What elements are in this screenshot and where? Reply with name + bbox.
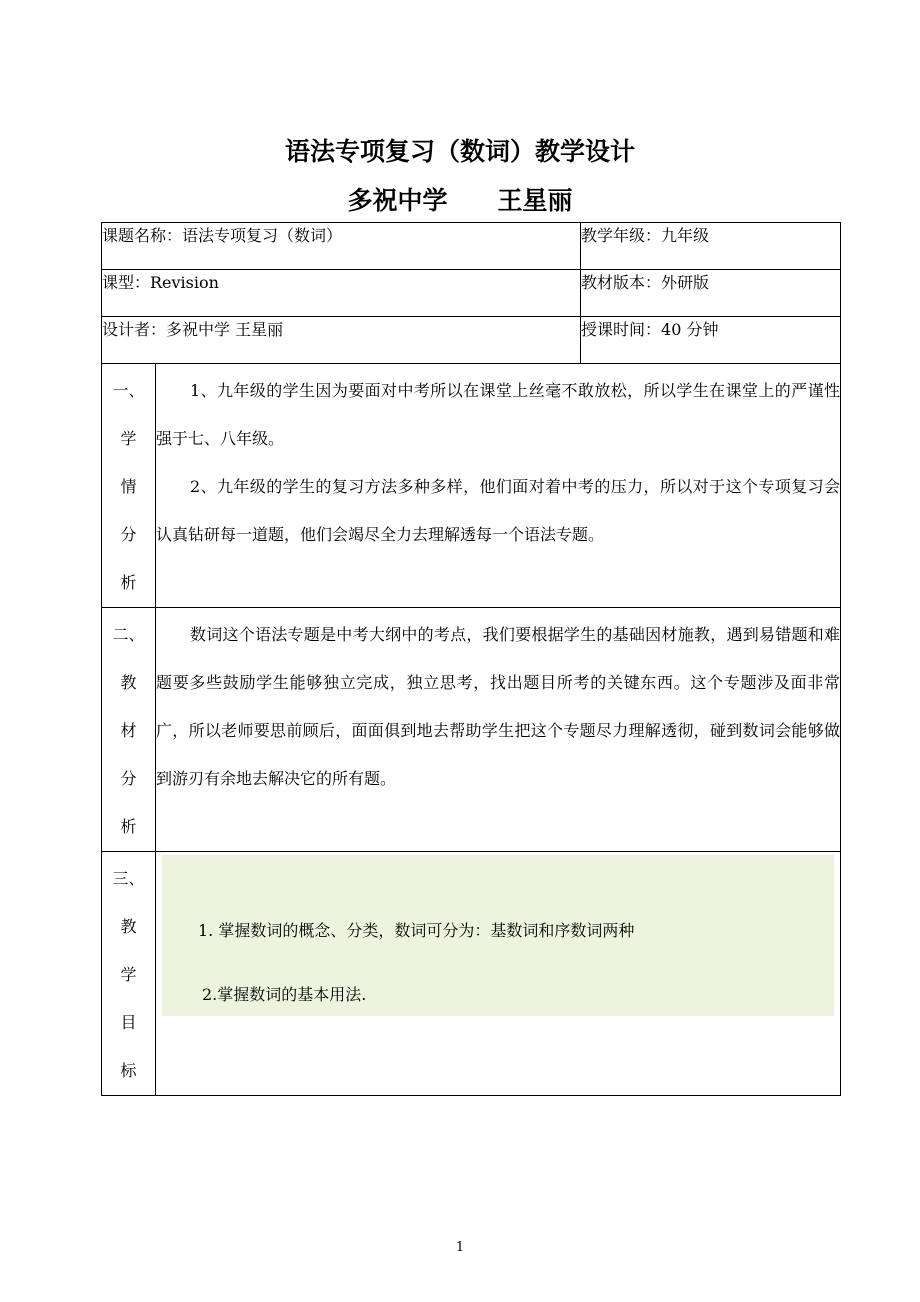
topic-name-cell: 课题名称：语法专项复习（数词） [102,223,581,270]
school-name: 多祝中学 [347,186,448,215]
section-label-char: 情 [120,477,137,496]
document-byline [0,186,920,216]
section-label-char: 学 [120,429,137,448]
section-label-char: 教 [120,917,137,936]
author-name: 王星丽 [497,186,573,215]
section-label-teaching-goals [102,852,156,1096]
section-label-char: 材 [120,721,137,740]
section-label-material-analysis [102,608,156,852]
designer-cell: 设计者：多祝中学 王星丽 [102,317,581,364]
material-analysis-content [156,608,841,852]
section-label-char: 分 [120,525,137,544]
grade-cell: 教学年级：九年级 [581,223,841,270]
paragraph: 数词这个语法专题是中考大纲中的考点，我们要根据学生的基础因材施教，遇到易错题和难题要多些鼓励学生能够独立完成，独立思考，找出题目所考的关键东西。这个专题涉及面非常广，所以老师要思前顾后，面面俱到地去帮助学生把这个专题尽力理解透彻，碰到数词会能够做到游刃有余地去解决它的所有题。 [156,625,841,788]
lesson-type-cell: 课型：Revision [102,270,581,317]
paragraph: 1、九年级的学生因为要面对中考所以在课堂上丝毫不敢放松，所以学生在课堂上的严谨性强于七、八年级。 [156,381,841,448]
section-student-analysis [102,364,841,608]
section-label-char: 析 [120,817,137,836]
paragraph: 2、九年级的学生的复习方法多种多样，他们面对着中考的压力，所以对于这个专项复习会认真钻研每一道题，他们会竭尽全力去理解透每一个语法专题。 [156,477,841,544]
section-label-char: 学 [120,965,137,984]
goal-item: 1. 掌握数词的概念、分类，数词可分为：基数词和序数词两种 [198,921,635,940]
goal-item: 2.掌握数词的基本用法. [202,985,367,1004]
info-row-type [102,270,841,317]
section-label-char: 教 [120,673,137,692]
section-label-char: 分 [120,769,137,788]
info-row-topic [102,223,841,270]
section-label-char: 二、 [112,625,145,644]
section-label-char: 一、 [112,381,145,400]
section-material-analysis [102,608,841,852]
lesson-duration-cell: 授课时间：40 分钟 [581,317,841,364]
teaching-goals-content [156,852,841,1096]
section-teaching-goals [102,852,841,1096]
page-number: 1 [455,1240,465,1255]
info-row-designer [102,317,841,364]
section-label-char: 标 [120,1061,137,1080]
section-label-char: 三、 [112,869,145,888]
section-label-char: 析 [120,573,137,592]
textbook-edition-cell: 教材版本：外研版 [581,270,841,317]
document-title: 语法专项复习（数词）教学设计 [284,137,635,166]
section-label-char: 目 [120,1013,137,1032]
student-analysis-content [156,364,841,608]
section-label-student-analysis [102,364,156,608]
goals-highlight-box [162,855,834,1016]
lesson-plan-table [101,222,841,1096]
